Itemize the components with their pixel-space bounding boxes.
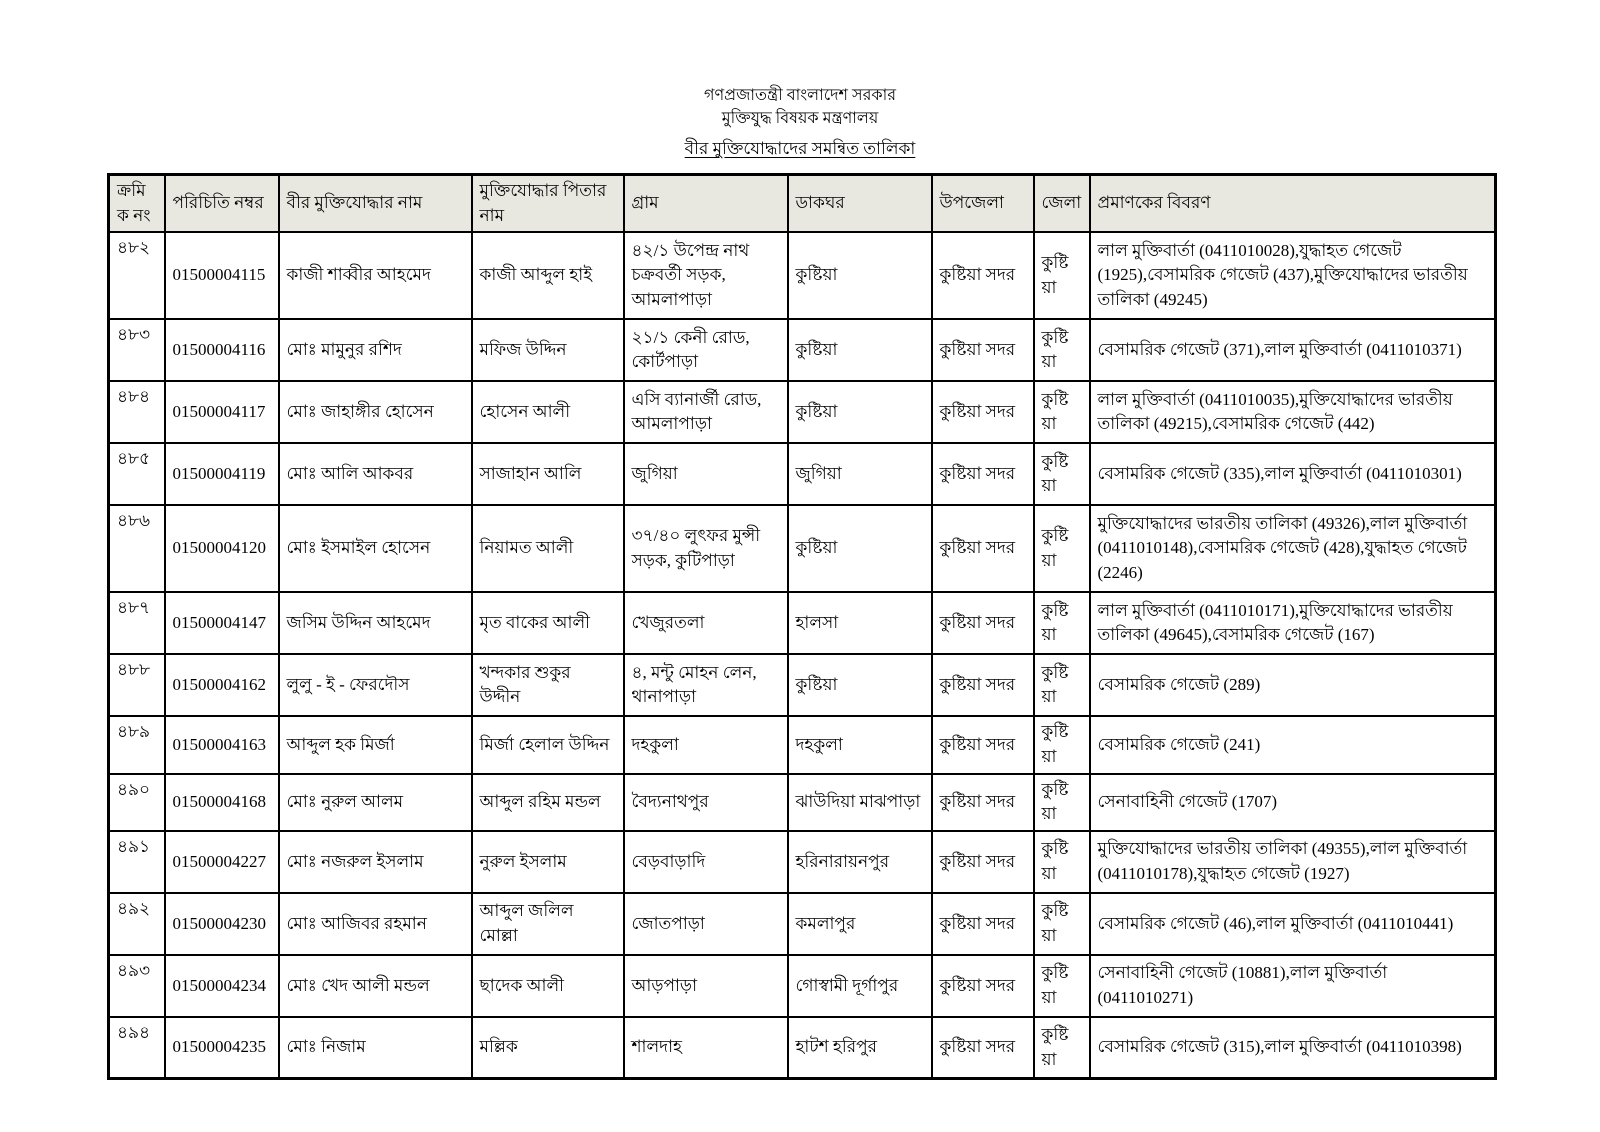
cell-upazila: কুষ্টিয়া সদর (932, 381, 1034, 443)
cell-district: কুষ্টিয়া (1034, 774, 1090, 831)
cell-upazila: কুষ্টিয়া সদর (932, 955, 1034, 1017)
table-row (109, 716, 1496, 773)
cell-upazila: কুষ্টিয়া সদর (932, 654, 1034, 716)
cell-district: কুষ্টিয়া (1034, 831, 1090, 893)
cell-upazila: কুষ্টিয়া সদর (932, 1017, 1034, 1079)
column-header-serial: ক্রমিক নং (109, 175, 165, 233)
cell-father-name: সাজাহান আলি (472, 443, 624, 505)
cell-father-name: ছাদেক আলী (472, 955, 624, 1017)
cell-village: ২১/১ কেনী রোড, কোর্টপাড়া (624, 319, 788, 381)
cell-proof-details: লাল মুক্তিবার্তা (0411010171),মুক্তিযোদ্ধাদের ভারতীয় তালিকা (49645),বেসামরিক গেজেট (167) (1090, 592, 1496, 654)
cell-village: এসি ব্যানার্জী রোড, আমলাপাড়া (624, 381, 788, 443)
cell-name: জসিম উদ্দিন আহমেদ (279, 592, 472, 654)
cell-name: লুলু - ই - ফেরদৌস (279, 654, 472, 716)
table-row (109, 443, 1496, 505)
cell-id-number: 01500004168 (165, 774, 279, 831)
cell-father-name: মফিজ উদ্দিন (472, 319, 624, 381)
table-row (109, 654, 1496, 716)
cell-proof-details: বেসামরিক গেজেট (315),লাল মুক্তিবার্তা (0411010398) (1090, 1017, 1496, 1079)
cell-village: বৈদ্যনাথপুর (624, 774, 788, 831)
cell-id-number: 01500004116 (165, 319, 279, 381)
ministry-title: মুক্তিযুদ্ধ বিষয়ক মন্ত্রণালয় (721, 110, 879, 128)
table-row (109, 955, 1496, 1017)
cell-district: কুষ্টিয়া (1034, 592, 1090, 654)
cell-proof-details: সেনাবাহিনী গেজেট (10881),লাল মুক্তিবার্তা (0411010271) (1090, 955, 1496, 1017)
cell-father-name: কাজী আব্দুল হাই (472, 232, 624, 319)
cell-name: মোঃ ইসমাইল হোসেন (279, 505, 472, 592)
cell-village: দহকুলা (624, 716, 788, 773)
cell-serial: ৪৮৫ (109, 443, 165, 505)
cell-village: খেজুরতলা (624, 592, 788, 654)
cell-village: আড়পাড়া (624, 955, 788, 1017)
cell-proof-details: লাল মুক্তিবার্তা (0411010028),যুদ্ধাহত গেজেট (1925),বেসামরিক গেজেট (437),মুক্তিযোদ্ধাদের ভারতীয় তালিকা (49245) (1090, 232, 1496, 319)
column-header-village: গ্রাম (624, 175, 788, 233)
column-header-id-number: পরিচিতি নম্বর (165, 175, 279, 233)
cell-name: মোঃ জাহাঙ্গীর হোসেন (279, 381, 472, 443)
cell-proof-details: মুক্তিযোদ্ধাদের ভারতীয় তালিকা (49326),লাল মুক্তিবার্তা (0411010148),বেসামরিক গেজেট (428),যুদ্ধাহত গেজেট (2246) (1090, 505, 1496, 592)
cell-serial: ৪৮৩ (109, 319, 165, 381)
cell-father-name: নুরুল ইসলাম (472, 831, 624, 893)
cell-id-number: 01500004119 (165, 443, 279, 505)
cell-father-name: মৃত বাকের আলী (472, 592, 624, 654)
document-header (0, 0, 1600, 162)
cell-upazila: কুষ্টিয়া সদর (932, 232, 1034, 319)
cell-village: বেড়বাড়াদি (624, 831, 788, 893)
cell-proof-details: বেসামরিক গেজেট (46),লাল মুক্তিবার্তা (0411010441) (1090, 893, 1496, 955)
cell-proof-details: বেসামরিক গেজেট (371),লাল মুক্তিবার্তা (0411010371) (1090, 319, 1496, 381)
table-row (109, 505, 1496, 592)
cell-post-office: ঝাউদিয়া মাঝপাড়া (788, 774, 932, 831)
column-header-district: জেলা (1034, 175, 1090, 233)
cell-district: কুষ্টিয়া (1034, 955, 1090, 1017)
cell-post-office: কুষ্টিয়া (788, 319, 932, 381)
freedom-fighters-table (107, 173, 1497, 1080)
cell-id-number: 01500004120 (165, 505, 279, 592)
cell-serial: ৪৮৬ (109, 505, 165, 592)
cell-district: কুষ্টিয়া (1034, 443, 1090, 505)
cell-proof-details: লাল মুক্তিবার্তা (0411010035),মুক্তিযোদ্ধাদের ভারতীয় তালিকা (49215),বেসামরিক গেজেট (442) (1090, 381, 1496, 443)
cell-father-name: আব্দুল রহিম মন্ডল (472, 774, 624, 831)
cell-id-number: 01500004163 (165, 716, 279, 773)
cell-upazila: কুষ্টিয়া সদর (932, 592, 1034, 654)
cell-district: কুষ্টিয়া (1034, 654, 1090, 716)
cell-post-office: কুষ্টিয়া (788, 505, 932, 592)
cell-serial: ৪৯১ (109, 831, 165, 893)
column-header-upazila: উপজেলা (932, 175, 1034, 233)
cell-district: কুষ্টিয়া (1034, 319, 1090, 381)
cell-post-office: হাটশ হরিপুর (788, 1017, 932, 1079)
cell-proof-details: মুক্তিযোদ্ধাদের ভারতীয় তালিকা (49355),লাল মুক্তিবার্তা (0411010178),যুদ্ধাহত গেজেট (1927) (1090, 831, 1496, 893)
cell-name: মোঃ নুরুল আলম (279, 774, 472, 831)
column-header-post-office: ডাকঘর (788, 175, 932, 233)
cell-father-name: আব্দুল জলিল মোল্লা (472, 893, 624, 955)
cell-serial: ৪৯৪ (109, 1017, 165, 1079)
cell-id-number: 01500004227 (165, 831, 279, 893)
cell-post-office: দহকুলা (788, 716, 932, 773)
cell-district: কুষ্টিয়া (1034, 716, 1090, 773)
table-row (109, 774, 1496, 831)
cell-serial: ৪৮৪ (109, 381, 165, 443)
cell-post-office: কুষ্টিয়া (788, 381, 932, 443)
cell-name: আব্দুল হক মির্জা (279, 716, 472, 773)
cell-serial: ৪৮২ (109, 232, 165, 319)
list-title: বীর মুক্তিযোদ্ধাদের সমন্বিত তালিকা (684, 139, 916, 159)
cell-serial: ৪৯০ (109, 774, 165, 831)
cell-upazila: কুষ্টিয়া সদর (932, 774, 1034, 831)
cell-proof-details: বেসামরিক গেজেট (335),লাল মুক্তিবার্তা (0411010301) (1090, 443, 1496, 505)
cell-upazila: কুষ্টিয়া সদর (932, 716, 1034, 773)
cell-id-number: 01500004230 (165, 893, 279, 955)
cell-post-office: হরিনারায়নপুর (788, 831, 932, 893)
cell-village: শালদাহ (624, 1017, 788, 1079)
cell-serial: ৪৯২ (109, 893, 165, 955)
cell-upazila: কুষ্টিয়া সদর (932, 893, 1034, 955)
cell-village: জুগিয়া (624, 443, 788, 505)
cell-name: মোঃ নিজাম (279, 1017, 472, 1079)
cell-village: জোতপাড়া (624, 893, 788, 955)
table-row (109, 831, 1496, 893)
cell-name: মোঃ আজিবর রহমান (279, 893, 472, 955)
cell-father-name: খন্দকার শুকুর উদ্দীন (472, 654, 624, 716)
cell-serial: ৪৮৯ (109, 716, 165, 773)
cell-upazila: কুষ্টিয়া সদর (932, 319, 1034, 381)
table-row (109, 232, 1496, 319)
cell-father-name: হোসেন আলী (472, 381, 624, 443)
cell-post-office: কুষ্টিয়া (788, 232, 932, 319)
table-row (109, 381, 1496, 443)
table-row (109, 893, 1496, 955)
cell-id-number: 01500004117 (165, 381, 279, 443)
cell-father-name: নিয়ামত আলী (472, 505, 624, 592)
cell-village: ৪২/১ উপেন্দ্র নাথ চক্রবর্তী সড়ক, আমলাপাড়া (624, 232, 788, 319)
cell-village: ৪, মন্টু মোহন লেন, থানাপাড়া (624, 654, 788, 716)
cell-post-office: কুষ্টিয়া (788, 654, 932, 716)
cell-post-office: গোস্বামী দূর্গাপুর (788, 955, 932, 1017)
cell-post-office: হালসা (788, 592, 932, 654)
cell-father-name: মল্লিক (472, 1017, 624, 1079)
cell-post-office: জুগিয়া (788, 443, 932, 505)
cell-village: ৩৭/৪০ লুৎফর মুন্সী সড়ক, কুটিপাড়া (624, 505, 788, 592)
column-header-father-name: মুক্তিযোদ্ধার পিতার নাম (472, 175, 624, 233)
cell-name: কাজী শাব্বীর আহমেদ (279, 232, 472, 319)
table-body (109, 232, 1496, 1079)
column-header-name: বীর মুক্তিযোদ্ধার নাম (279, 175, 472, 233)
cell-district: কুষ্টিয়া (1034, 1017, 1090, 1079)
cell-name: মোঃ আলি আকবর (279, 443, 472, 505)
cell-district: কুষ্টিয়া (1034, 381, 1090, 443)
cell-district: কুষ্টিয়া (1034, 505, 1090, 592)
cell-post-office: কমলাপুর (788, 893, 932, 955)
cell-proof-details: বেসামরিক গেজেট (241) (1090, 716, 1496, 773)
cell-upazila: কুষ্টিয়া সদর (932, 505, 1034, 592)
table-header-row (109, 175, 1496, 233)
cell-district: কুষ্টিয়া (1034, 232, 1090, 319)
cell-upazila: কুষ্টিয়া সদর (932, 443, 1034, 505)
cell-father-name: মির্জা হেলাল উদ্দিন (472, 716, 624, 773)
cell-name: মোঃ মামুনুর রশিদ (279, 319, 472, 381)
cell-id-number: 01500004115 (165, 232, 279, 319)
table-row (109, 319, 1496, 381)
cell-serial: ৪৮৮ (109, 654, 165, 716)
cell-serial: ৪৯৩ (109, 955, 165, 1017)
column-header-proof-details: প্রমাণকের বিবরণ (1090, 175, 1496, 233)
table-row (109, 592, 1496, 654)
cell-id-number: 01500004235 (165, 1017, 279, 1079)
cell-id-number: 01500004147 (165, 592, 279, 654)
cell-id-number: 01500004162 (165, 654, 279, 716)
table-row (109, 1017, 1496, 1079)
cell-proof-details: সেনাবাহিনী গেজেট (1707) (1090, 774, 1496, 831)
cell-proof-details: বেসামরিক গেজেট (289) (1090, 654, 1496, 716)
cell-upazila: কুষ্টিয়া সদর (932, 831, 1034, 893)
government-title: গণপ্রজাতন্ত্রী বাংলাদেশ সরকার (703, 87, 897, 104)
cell-name: মোঃ খেদ আলী মন্ডল (279, 955, 472, 1017)
cell-district: কুষ্টিয়া (1034, 893, 1090, 955)
cell-name: মোঃ নজরুল ইসলাম (279, 831, 472, 893)
cell-serial: ৪৮৭ (109, 592, 165, 654)
cell-id-number: 01500004234 (165, 955, 279, 1017)
